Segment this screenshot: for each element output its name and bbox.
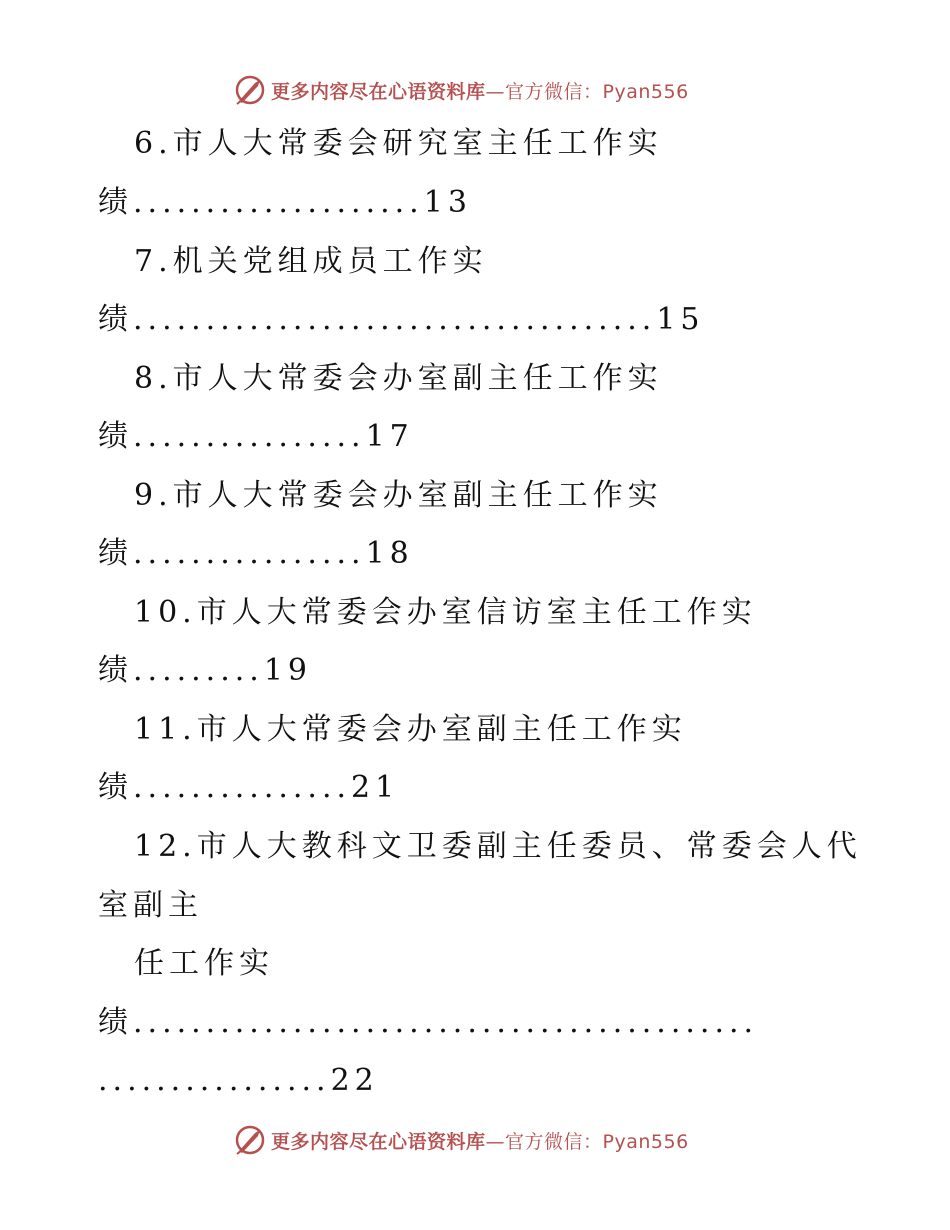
toc-dot-leader: ............... [133, 770, 352, 805]
toc-title: 市人大常委会办室副主任工作实 [196, 712, 687, 747]
toc-entry-title-continued [98, 886, 203, 926]
toc-title-tail: 绩 [98, 536, 133, 571]
toc-number: 10. [134, 595, 197, 630]
toc-page-number: 18 [365, 536, 414, 571]
toc-entry-leader [98, 417, 414, 457]
toc-dot-leader: ................ [98, 1063, 331, 1098]
toc-title-line3: 任工作实 [134, 946, 274, 981]
toc-number: 9. [134, 478, 173, 513]
toc-title-tail: 绩 [98, 302, 133, 337]
toc-title: 机关党组成员工作实 [172, 244, 488, 279]
toc-page-number: 19 [263, 653, 313, 688]
toc-entry-title [134, 710, 687, 750]
toc-title-tail: 绩 [98, 1005, 133, 1040]
toc-entry-leader [98, 1003, 758, 1043]
toc-title-tail: 绩 [98, 185, 133, 220]
toc-entry-title-continued [134, 944, 274, 984]
toc-page-number: 17 [365, 419, 414, 454]
toc-entry-leader-continued [98, 1061, 379, 1101]
toc-page-number: 15 [656, 302, 705, 337]
footer-watermark [233, 1122, 689, 1158]
toc-page-number: 21 [351, 770, 400, 805]
toc-dot-leader: ........................................... [133, 1005, 759, 1040]
toc-number: 11. [134, 712, 197, 747]
toc-number: 7. [134, 244, 173, 279]
toc-entry-leader [98, 768, 399, 808]
toc-dot-leader: ................ [133, 419, 366, 454]
toc-title: 市人大常委会办室信访室主任工作实 [196, 595, 757, 630]
toc-dot-leader: ......... [133, 653, 264, 688]
watermark-brand: 更多内容尽在心语资料库 [271, 1130, 486, 1153]
toc-title-tail: 绩 [98, 770, 133, 805]
toc-page-number: 22 [330, 1063, 379, 1098]
toc-entry-leader [98, 534, 414, 574]
toc-entry-leader [98, 651, 312, 691]
toc-entry-title [134, 593, 757, 633]
toc-entry-title [134, 827, 862, 867]
toc-title-line2: 室副主 [98, 888, 203, 923]
toc-entry-title [134, 476, 663, 516]
pen-logo-icon [233, 1123, 267, 1157]
toc-dot-leader: .................... [133, 185, 424, 220]
toc-entry-leader [98, 300, 705, 340]
toc-title-tail: 绩 [98, 653, 133, 688]
watermark-contact: —官方微信：Pyan556 [485, 80, 689, 103]
toc-title-tail: 绩 [98, 419, 133, 454]
header-watermark [233, 72, 689, 108]
watermark-brand: 更多内容尽在心语资料库 [271, 80, 486, 103]
toc-entry-title [134, 242, 488, 282]
pen-logo-icon [233, 73, 267, 107]
toc-number: 8. [134, 361, 173, 396]
watermark-contact: —官方微信：Pyan556 [485, 1130, 689, 1153]
toc-page-number: 13 [423, 185, 472, 220]
toc-dot-leader: ................ [133, 536, 366, 571]
toc-number: 6. [134, 126, 173, 161]
toc-title: 市人大教科文卫委副主任委员、常委会人代 [196, 829, 862, 864]
toc-dot-leader: .................................... [133, 302, 657, 337]
toc-number: 12. [134, 829, 197, 864]
toc-entry-leader [98, 183, 472, 223]
toc-entry-title [134, 124, 663, 164]
toc-title: 市人大常委会研究室主任工作实 [172, 126, 663, 161]
toc-title: 市人大常委会办室副主任工作实 [172, 478, 663, 513]
toc-entry-title [134, 359, 663, 399]
toc-title: 市人大常委会办室副主任工作实 [172, 361, 663, 396]
